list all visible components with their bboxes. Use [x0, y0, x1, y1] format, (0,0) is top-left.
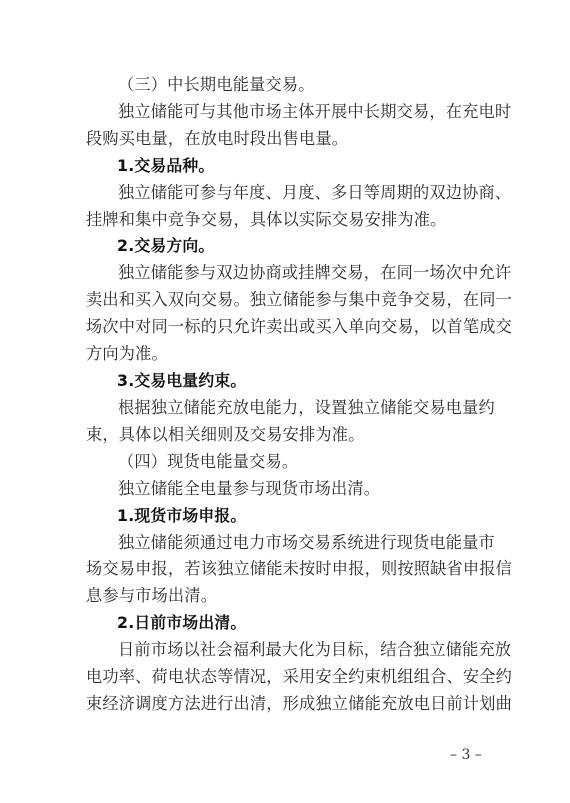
paragraph-line: 独立储能全电量参与现货市场出清。: [118, 479, 381, 498]
paragraph-line: 根据独立储能充放电能力，设置独立储能交易电量约: [118, 398, 495, 417]
subheading-trade-direction: 2.交易方向。: [117, 236, 215, 255]
paragraph-line: 段购买电量，在放电时段出售电量。: [86, 129, 349, 148]
paragraph-line: 电功率、荷电状态等情况，采用安全约束机组组合、安全约: [86, 667, 513, 686]
subheading-spot-bidding: 1.现货市场申报。: [117, 506, 247, 525]
subheading-trade-types: 1.交易品种。: [117, 156, 215, 175]
subheading-volume-constraint: 3.交易电量约束。: [117, 371, 247, 390]
paragraph-line: 卖出和买入双向交易。独立储能参与集中竞争交易，在同一: [86, 290, 513, 309]
paragraph-line: 息参与市场出清。: [86, 586, 218, 605]
paragraph-line: 日前市场以社会福利最大化为目标，结合独立储能充放: [118, 640, 512, 659]
subheading-day-ahead-clearing: 2.日前市场出清。: [117, 613, 247, 632]
paragraph-line: 束经济调度方法进行出清，形成独立储能充放电日前计划曲: [86, 694, 513, 713]
paragraph-line: 独立储能须通过电力市场交易系统进行现货电能量市: [118, 533, 495, 552]
paragraph-line: 挂牌和集中竞争交易，具体以实际交易安排为准。: [86, 210, 447, 229]
paragraph-line: 方向为准。: [86, 344, 168, 363]
section-heading-4: （四）现货电能量交易。: [118, 452, 299, 471]
paragraph-line: 独立储能可参与年度、月度、多日等周期的双边协商、: [118, 183, 512, 202]
paragraph-line: 束，具体以相关细则及交易安排为准。: [86, 425, 365, 444]
paragraph-line: 场次中对同一标的只允许卖出或买入单向交易，以首笔成交: [86, 317, 513, 336]
section-heading-3: （三）中长期电能量交易。: [118, 75, 315, 94]
paragraph-line: 独立储能参与双边协商或挂牌交易，在同一场次中允许: [118, 263, 512, 282]
paragraph-line: 场交易申报，若该独立储能未按时申报，则按照缺省申报信: [86, 559, 513, 578]
paragraph-line: 独立储能可与其他市场主体开展中长期交易，在充电时: [118, 102, 512, 121]
page-number: – 3 –: [450, 747, 482, 763]
